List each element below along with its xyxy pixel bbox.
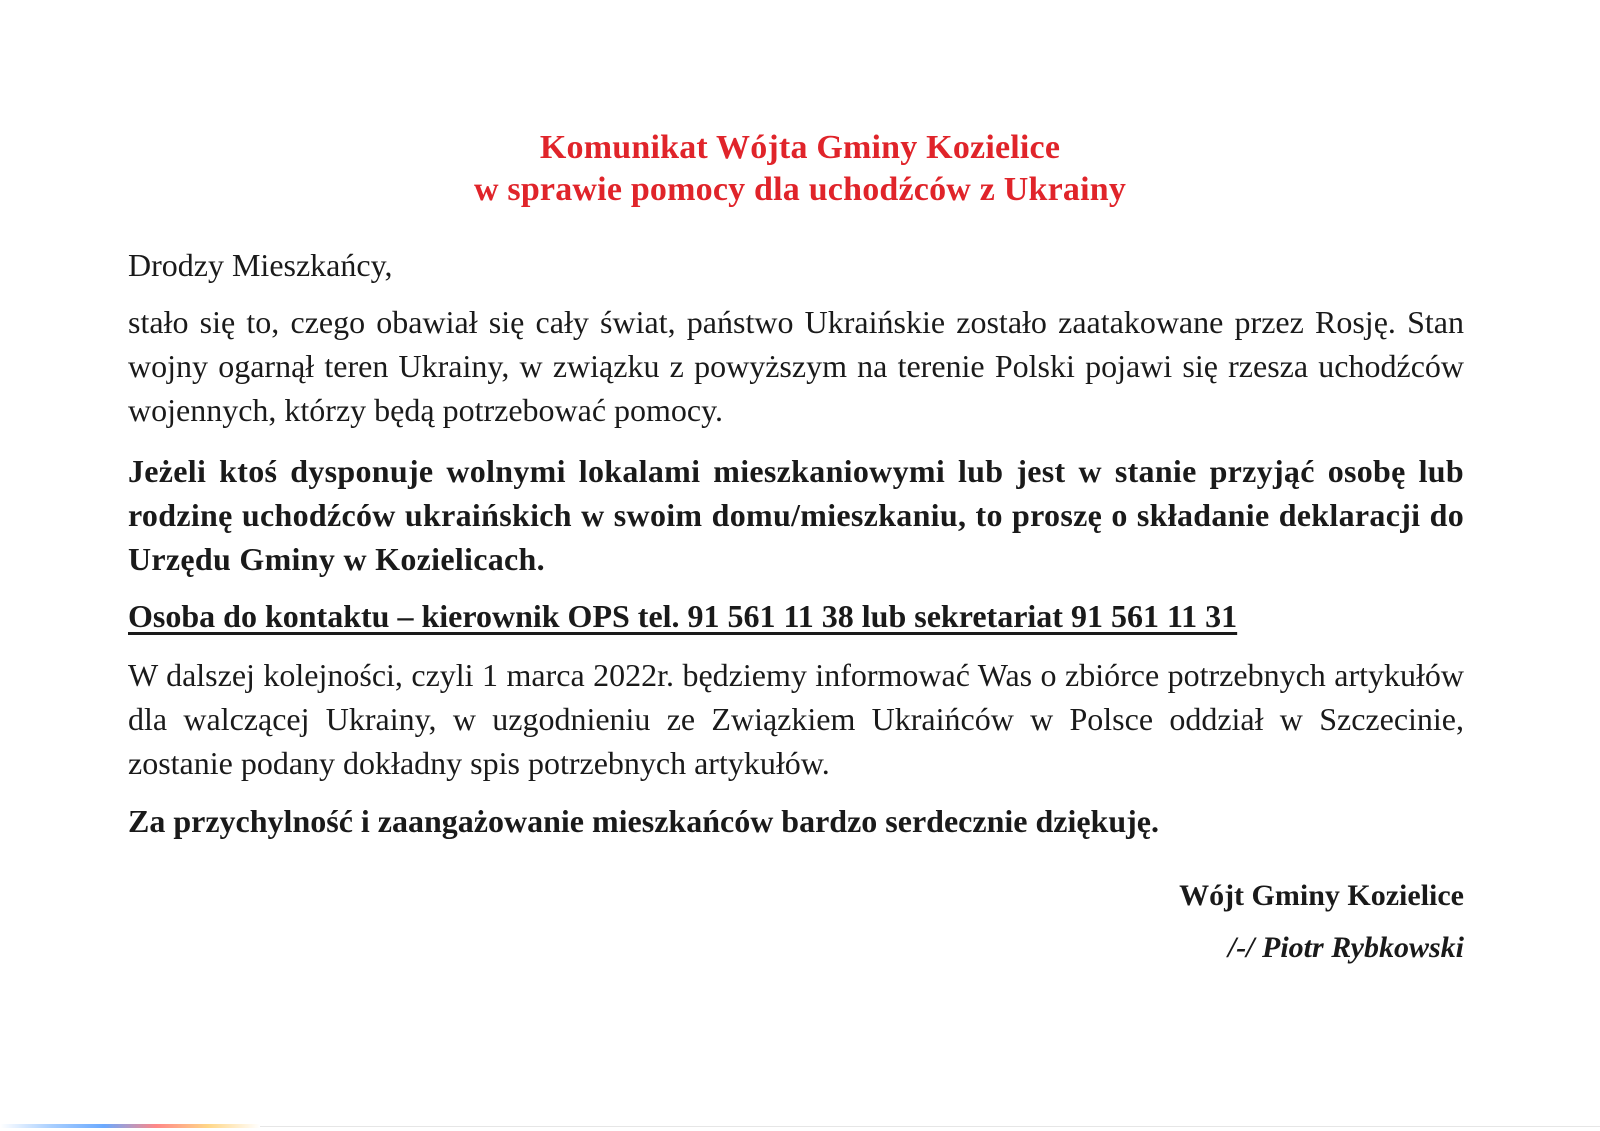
scan-edge-line (260, 1126, 1600, 1127)
paragraph-housing-request: Jeżeli ktoś dysponuje wolnymi lokalami mieszkaniowymi lub jest w stanie przyjąć osobę lub rodzinę uchodźców ukraińskich w swoim domu/mieszkaniu, to proszę o składanie deklaracji do Urzędu Gminy w Kozielicach. (128, 453, 1464, 577)
greeting: Drodzy Mieszkańcy, (128, 247, 393, 283)
paragraph-collection-info: W dalszej kolejności, czyli 1 marca 2022r. będziemy informować Was o zbiórce potrzebnych artykułów dla walczącej Ukrainy, w uzgodnieniu ze Związkiem Ukraińców w Polsce oddział w Szczecinie, zostanie podany dokładny spis potrzebnych artykułów. (128, 657, 1464, 781)
title-line-2: w sprawie pomocy dla uchodźców z Ukrainy (473, 171, 1127, 208)
paragraph-situation: stało się to, czego obawiał się cały świat, państwo Ukraińskie zostało zaatakowane przez Rosję. Stan wojny ogarnął teren Ukrainy, w związku z powyższym na terenie Polski pojawi się rzesza uchodźców wojennych, którzy będą potrzebować pomocy. (128, 304, 1464, 428)
document-title (0, 127, 1600, 211)
signature-name: /-/ Piotr Rybkowski (1227, 931, 1464, 964)
title-line-1: Komunikat Wójta Gminy Kozielice (539, 129, 1061, 166)
signature-role: Wójt Gminy Kozielice (1179, 879, 1464, 912)
contact-line: Osoba do kontaktu – kierownik OPS tel. 91 561 11 38 lub sekretariat 91 561 11 31 (128, 598, 1238, 634)
scan-artifact-strip (0, 1124, 260, 1128)
thanks-line: Za przychylność i zaangażowanie mieszkańców bardzo serdecznie dziękuję. (128, 803, 1159, 839)
signature-block (1179, 870, 1464, 974)
